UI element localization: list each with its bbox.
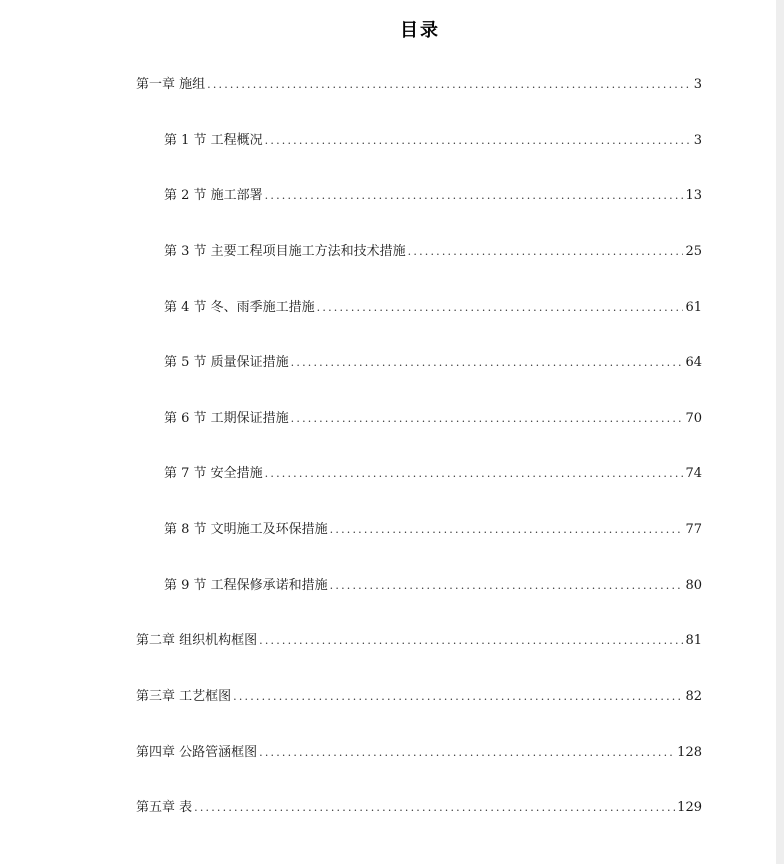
toc-entry-chapter-4[interactable] [136,744,702,762]
toc-entry-chapter-2[interactable] [136,632,702,650]
toc-leader-dots [408,243,684,261]
toc-entry-chapter-3[interactable] [136,688,702,706]
toc-entry-label: 第 1 节 工程概况 [164,133,263,148]
toc-leader-dots [330,577,684,595]
toc-page-number: 82 [685,689,702,704]
toc-title: 目录 [400,20,440,41]
toc-entry-label: 第 3 节 主要工程项目施工方法和技术措施 [164,244,406,259]
toc-entry-label: 第四章 公路管涵框图 [136,745,258,760]
toc-page-number: 25 [685,244,702,259]
toc-entry-label: 第 9 节 工程保修承诺和措施 [164,578,328,593]
toc-entry-label: 第 6 节 工期保证措施 [164,411,289,426]
toc-page-number: 64 [685,355,702,370]
toc-leader-dots [291,410,684,428]
toc-leader-dots [194,799,675,817]
toc-page-number: 80 [685,578,702,593]
toc-entry-label: 第五章 表 [136,800,193,815]
toc-page-number: 3 [693,77,702,92]
toc-entry-section-4[interactable] [164,299,702,317]
toc-entry-label: 第二章 组织机构框图 [136,633,258,648]
toc-entry-section-3[interactable] [164,243,702,261]
toc-leader-dots [330,521,684,539]
toc-entry-label: 第一章 施组 [136,77,206,92]
toc-entry-label: 第 5 节 质量保证措施 [164,355,289,370]
toc-entry-label: 第 7 节 安全措施 [164,466,263,481]
toc-entry-section-2[interactable] [164,187,702,205]
toc-page-number: 128 [677,745,702,760]
toc-entry-label: 第 8 节 文明施工及环保措施 [164,522,328,537]
toc-page-number: 129 [677,800,702,815]
toc-leader-dots [265,465,684,483]
toc-entry-section-6[interactable] [164,410,702,428]
toc-page-number: 3 [693,133,702,148]
toc-entry-label: 第三章 工艺框图 [136,689,232,704]
toc-entry-label: 第 4 节 冬、雨季施工措施 [164,300,315,315]
toc-entry-section-5[interactable] [164,354,702,372]
toc-page-number: 74 [685,466,702,481]
toc-leader-dots [259,744,675,762]
toc-entry-section-8[interactable] [164,521,702,539]
toc-leader-dots [207,76,692,94]
toc-leader-dots [259,632,683,650]
toc-entry-section-9[interactable] [164,577,702,595]
toc-entry-section-1[interactable] [164,132,702,150]
toc-entry-chapter-5[interactable] [136,799,702,817]
toc-page-number: 61 [685,300,702,315]
toc-entry-section-7[interactable] [164,465,702,483]
toc-entry-chapter-1[interactable] [136,76,702,94]
toc-leader-dots [291,354,684,372]
toc-page-number: 81 [685,633,702,648]
toc-page-number: 77 [685,522,702,537]
toc-entry-label: 第 2 节 施工部署 [164,188,263,203]
toc-leader-dots [265,187,684,205]
toc-leader-dots [233,688,683,706]
toc-page-number: 13 [685,188,702,203]
toc-leader-dots [317,299,684,317]
toc-page-number: 70 [685,411,702,426]
toc-leader-dots [265,132,692,150]
